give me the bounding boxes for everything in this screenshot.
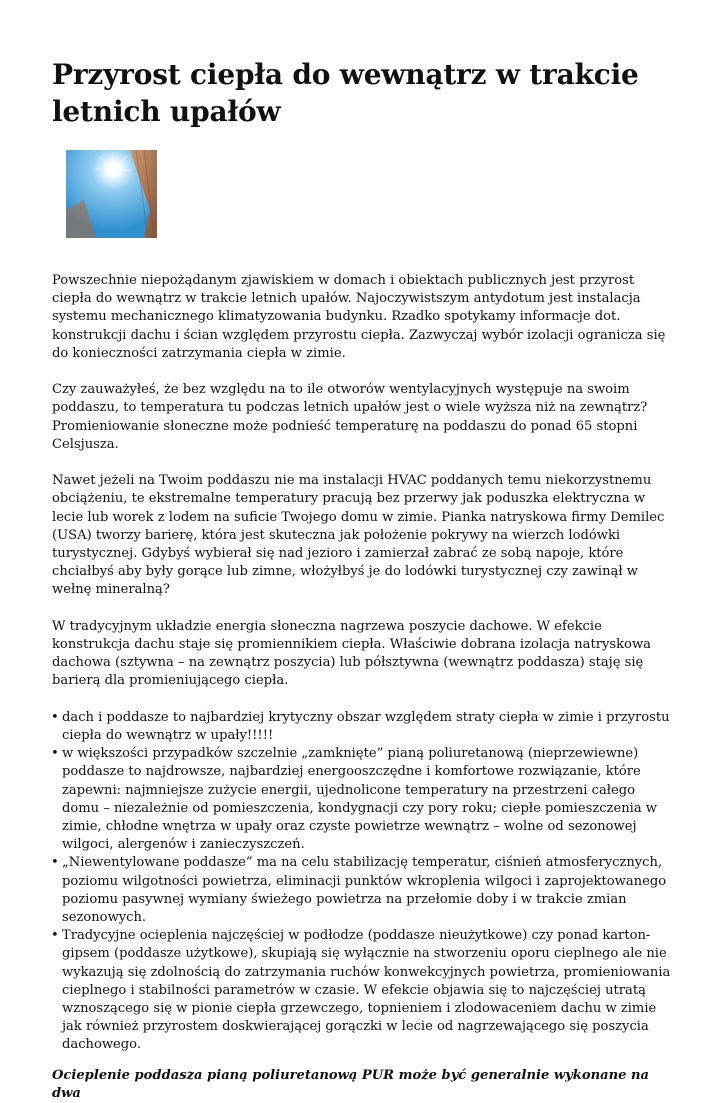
article-title: Przyrost ciepła do wewnątrz w trakcie letnich upałów (52, 58, 639, 128)
article-body (52, 272, 674, 1103)
bullet-icon: • (51, 746, 59, 762)
bullet-icon: • (51, 709, 59, 725)
list-item (52, 854, 674, 927)
paragraph: Powszechnie niepożądanym zjawiskiem w domach i obiektach publicznych jest przyrost ciepła do wewnątrz w trakcie letnich upałów. Najoczywistszym antydotum jest instalacja systemu mechanicznego klimatyzowania budynku. Rzadko spotykamy informacje dot. konstrukcji dachu i ścian względem przyrostu ciepła. Zazwyczaj wybór izolacji ogranicza się do konieczności zatrzymania ciepła w zimie. (52, 273, 666, 361)
bullet-icon: • (51, 928, 59, 944)
list-item-text: w większości przypadków szczelnie „zamknięte” pianą poliuretanową (nieprzewiewne) poddasze to najdrowsze, najbardziej energooszczędne i komfortowe rozwiązanie, które zapewni: najmniejsze zużycie energii, ujednolicone temperatury na przestrzeni całego domu – niezależnie od pomieszczenia, kondygnacji czy pory roku; ciepłe pomieszczenia w zimie, chłodne wnętrza w upały oraz czyste powietrze wewnątrz – wolne od sezonowej wilgoci, alergenów i zanieczyszczeń. (62, 746, 657, 853)
article-image (66, 150, 157, 238)
list-item (52, 927, 674, 1054)
list-item (52, 709, 674, 745)
list-item-text: dach i poddasze to najbardziej krytyczny obszar względem straty ciepła w zimie i przyrostu ciepła do wewnątrz w upały!!!!! (62, 709, 670, 744)
document-page (52, 0, 674, 1103)
sun-over-roof-photo (66, 150, 157, 238)
paragraph: Nawet jeżeli na Twoim poddaszu nie ma instalacji HVAC poddanych temu niekorzystnemu obciążeniu, te ekstremalne temperatury pracują bez przerwy jak poduszka elektryczna w lecie lub worek z lodem na suficie Twojego domu w zimie. Pianka natryskowa firmy Demilec (USA) tworzy barierę, która jest skuteczna jak położenie pokrywy na wierzch lodówki turystycznej. Gdybyś wybierał się nad jezioro i zamierzał zabrać ze sobą napoje, które chciałbyś aby były gorące lub zimne, włożyłbyś je do lodówki turystycznej czy zawinął w wełnę mineralną? (52, 473, 665, 598)
section-subheading: Ocieplenie poddasza pianą poliuretanową PUR może być generalnie wykonane na dwa (52, 1067, 650, 1101)
list-item (52, 745, 674, 854)
bullet-icon: • (51, 855, 59, 871)
paragraph: Czy zauważyłeś, że bez względu na to ile otworów wentylacyjnych występuje na swoim poddaszu, to temperatura tu podczas letnich upałów jest o wiele wyższa niż na zewnątrz? Promieniowanie słoneczne może podnieść temperaturę na poddaszu do ponad 65 stopni Celsjusza. (52, 382, 648, 452)
list-item-text: Tradycyjne ocieplenia najczęściej w podłodze (poddasze nieużytkowe) czy ponad karton-gipsem (poddasze użytkowe), skupiają się wyłącznie na stworzeniu oporu cieplnego ale nie wykazują się zdolnością do zatrzymania ruchów konwekcyjnych powietrza, promieniowania cieplnego i stabilności parametrów w czasie. W efekcie objawia się to najczęściej utratą wznoszącego się w pionie ciepła grzewczego, topnieniem i zlodowaceniem dachu w zimie jak również przyrostem doskwierającej gorączki w lecie od nagrzewającego się poszycia dachowego. (62, 928, 671, 1053)
list-item-text: „Niewentylowane poddasze” ma na celu stabilizację temperatur, ciśnień atmosferycznych, poziomu wilgotności powietrza, eliminacji punktów wkroplenia wilgoci i zaprojektowanego poziomu pasywnej wymiany świeżego powietrza na przełomie doby i w trakcie zmian sezonowych. (62, 855, 667, 926)
paragraph: W tradycyjnym układzie energia słoneczna nagrzewa poszycie dachowe. W efekcie konstrukcja dachu staje się promiennikiem ciepła. Właściwie dobrana izolacja natryskowa dachowa (sztywna – na zewnątrz poszycia) lub półsztywna (wewnątrz poddasza) staję się barierą dla promieniującego ciepła. (52, 618, 651, 689)
bullet-list (52, 709, 674, 1055)
